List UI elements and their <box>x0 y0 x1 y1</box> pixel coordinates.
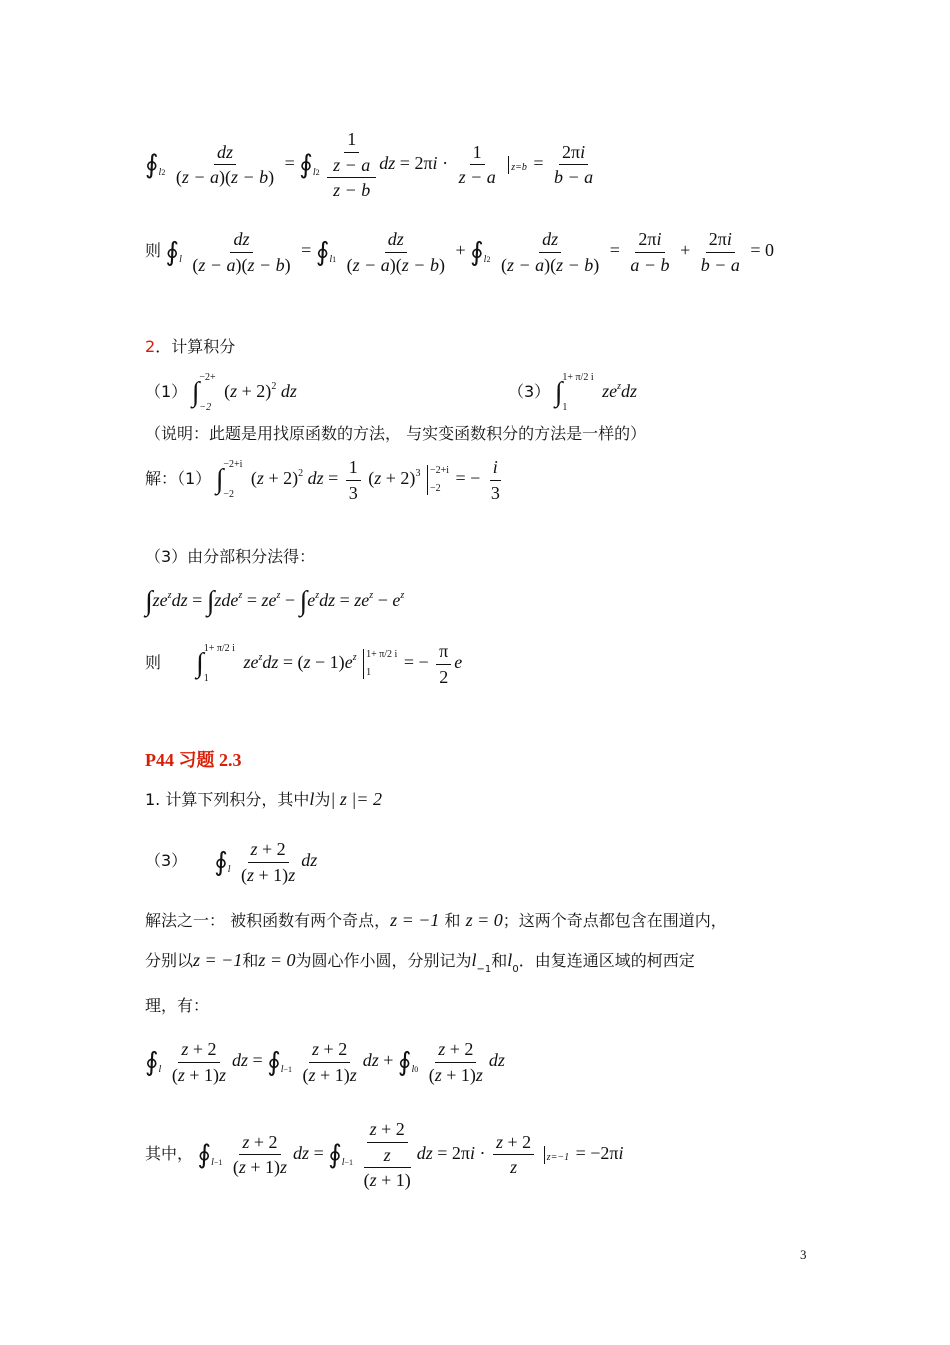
residue-equation: 其中， $∮_{l-1}$ $\frac{z + 2}{(z + 1)z}$ dz = $∮_{l-1}$ $\frac{\frac{z + 2}{z}}{(z + 1)}$ dz = 2πi · $\frac{z + 2}{z}$ z=−1 = −2πi <box>145 1119 624 1190</box>
problem-2-title: 2．计算积分 <box>145 337 236 356</box>
by-parts-equation: $\int ze^zdz = \int zde^z = ze^z - \int e^zdz = ze^z - e^z$ <box>145 586 405 617</box>
equation-1: $∮_{l2}$ $\frac{dz}{(z - a)(z - b)}$ = $∮_{l2}$ $\frac{\frac{1}{z - a}}{z - b}$ dz = 2πi · $\frac{1}{z - a}$ z=b = $\frac{2\pi i}{b - a}$ <box>145 129 594 200</box>
method-line-3: 理，有： <box>145 996 210 1015</box>
method-line-2: 分别以z = −1和z = 0为圆心作小圆，分别记为$l_{-1}$和$l_0$．由复连通区域的柯西定 <box>145 950 695 975</box>
page-number: 3 <box>800 1247 807 1262</box>
problem-2-part-3: （3） ∫ 1+ π/2 i 1 $ze^zdz$ <box>508 372 638 413</box>
ze-label: 则 <box>145 241 162 261</box>
section-heading: P44 习题 2.3 <box>145 750 242 770</box>
problem-1-statement: 1. 计算下列积分，其中l为| z |= 2 <box>145 789 382 809</box>
part-3-intro: （3）由分部积分法得： <box>145 547 316 566</box>
problem-2-parts: （1） ∫ −2+ −2 $(z + 2)^2$ dz <box>145 372 297 413</box>
problem-1-part-3: （3） $∮_l$ $\frac{z + 2}{(z + 1)z}$ dz <box>145 839 318 885</box>
solution-3: 则 ∫ 1+ π/2 i 1 $ze^zdz = (z - 1)e^z$ 1+ π/2 i 1 = − $\frac{\pi}{2}$ e <box>145 641 463 687</box>
note: （说明：此题是用找原函数的方法， 与实变函数积分的方法是一样的） <box>145 424 647 443</box>
equation-2: 则 $∮_l$ $\frac{dz}{(z - a)(z - b)}$ = $∮_{l1}$ $\frac{dz}{(z - a)(z - b)}$ + $∮_{l2}$ $\frac{dz}{(z - a)(z - b)}$ = $\frac{2\pi i}{a - b}$ + $\frac{2\pi i}{b - a}$ = 0 <box>145 229 775 275</box>
solution-1: 解：（1） ∫ −2+i −2 $(z + 2)^2$ dz = $\frac{1}{3}$ $(z + 2)^3$ −2+i −2 = − $\frac{i}{3}$ <box>145 457 500 503</box>
split-equation: $∮_l$ $\frac{z + 2}{(z + 1)z}$ dz = $∮_{l-1}$ $\frac{z + 2}{(z + 1)z}$ dz + $∮_{l0}$ $\frac{z + 2}{(z + 1)z}$ dz <box>145 1039 505 1085</box>
method-line-1: 解法之一： 被积函数有两个奇点，z = −1 和 z = 0；这两个奇点都包含在围道内， <box>145 910 727 930</box>
